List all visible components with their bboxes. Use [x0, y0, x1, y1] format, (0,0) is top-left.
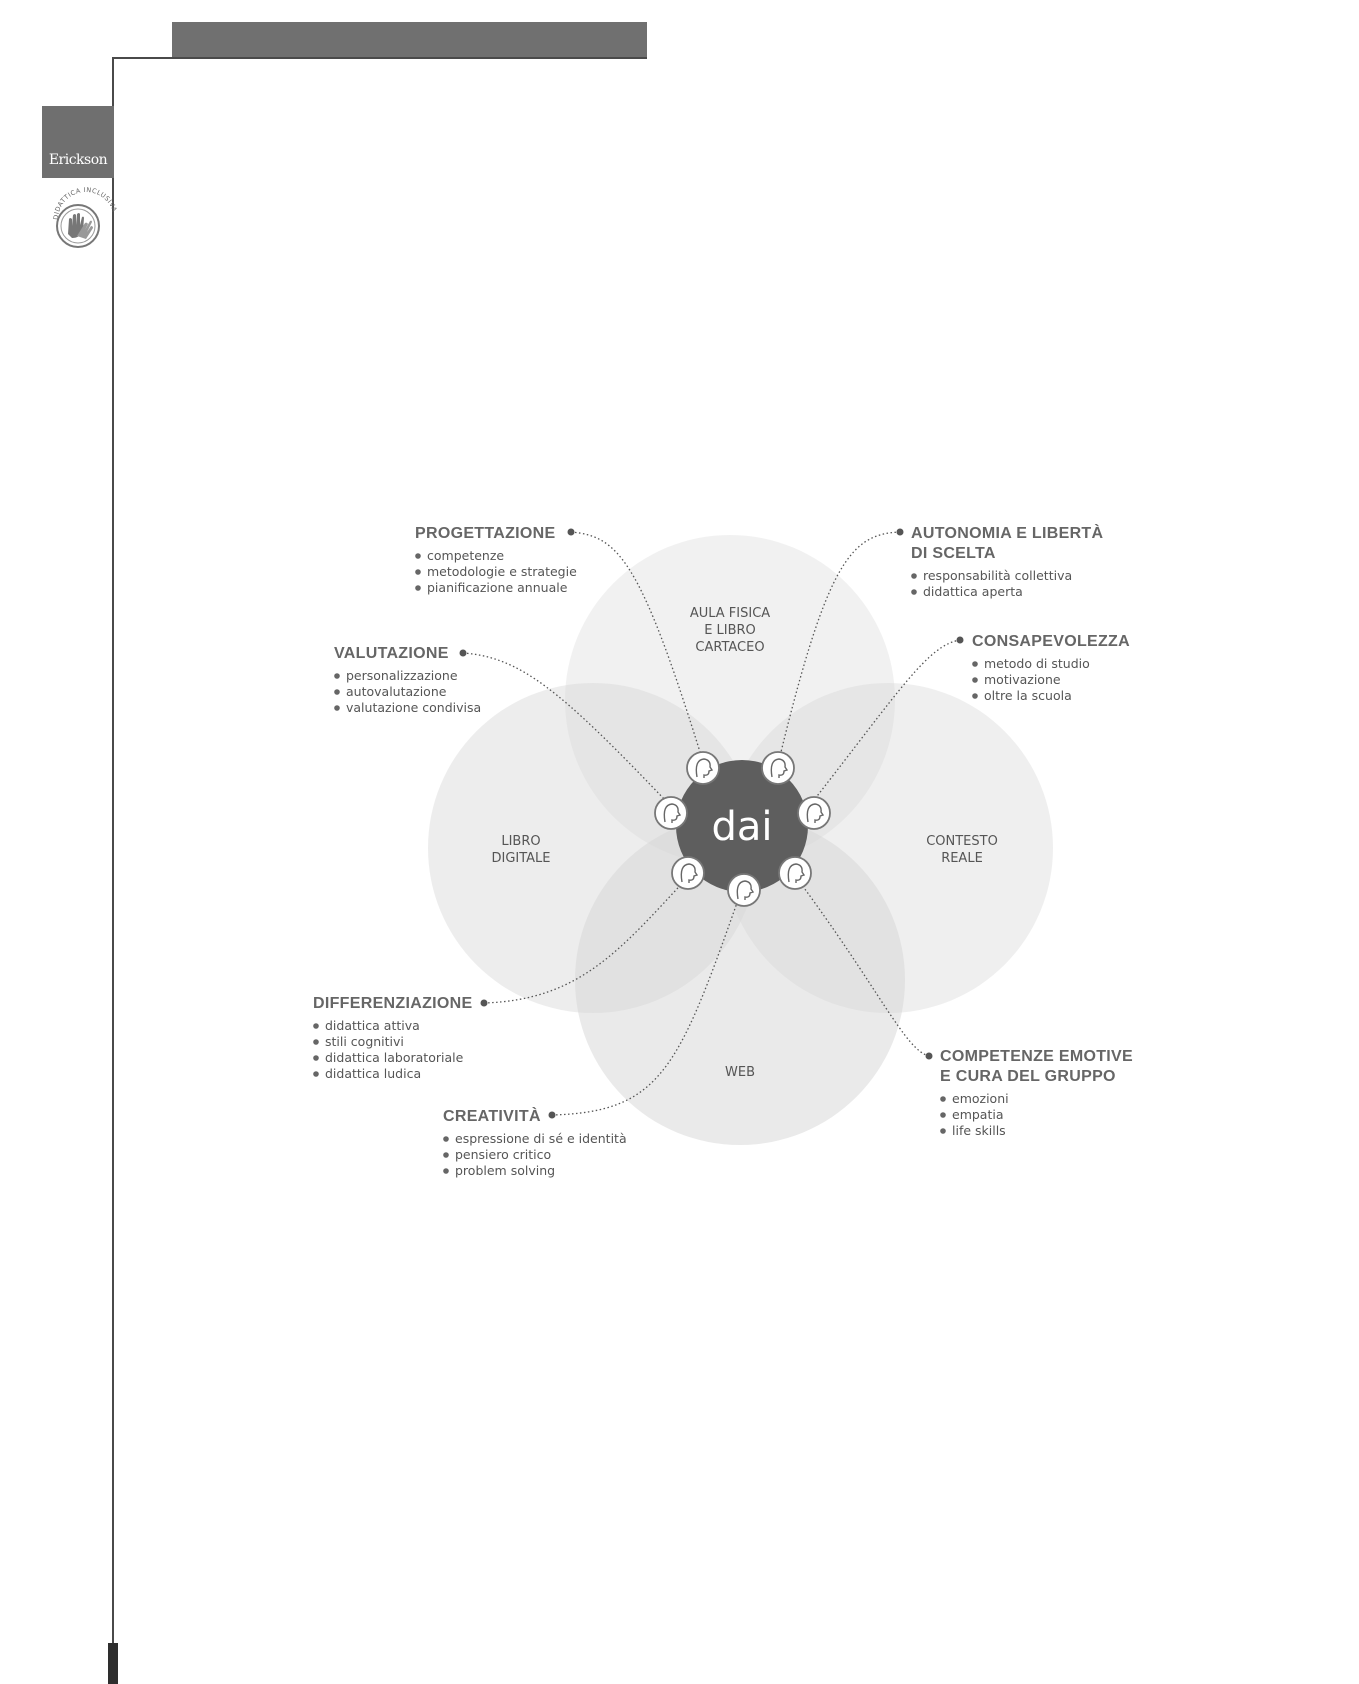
person-head-icon	[779, 857, 811, 889]
area-item: personalizzazione	[346, 668, 458, 683]
area-item: metodo di studio	[984, 656, 1090, 671]
area-item: autovalutazione	[346, 684, 447, 699]
circle-label-line: WEB	[725, 1065, 755, 1080]
area-title: PROGETTAZIONE	[415, 525, 556, 542]
person-head-icon	[762, 752, 794, 784]
area-competenze-emotive	[940, 1048, 1133, 1138]
circle-label-line: CARTACEO	[695, 640, 765, 655]
person-head-icon	[672, 857, 704, 889]
connector-dot-creativita	[549, 1112, 556, 1119]
area-item: responsabilità collettiva	[923, 568, 1073, 583]
bullet-icon	[415, 585, 421, 591]
bullet-icon	[940, 1096, 946, 1102]
area-item: valutazione condivisa	[346, 700, 482, 715]
person-head-icon	[655, 797, 687, 829]
area-item: motivazione	[984, 672, 1061, 687]
bullet-icon	[415, 569, 421, 575]
area-item: pianificazione annuale	[427, 580, 568, 595]
circle-label-bottom	[725, 1065, 755, 1080]
person-head-icon	[728, 874, 760, 906]
connector-dot-competenze-emotive	[926, 1053, 933, 1060]
connector-dot-valutazione	[460, 650, 467, 657]
person-head-icon	[798, 797, 830, 829]
bullet-icon	[940, 1112, 946, 1118]
bullet-icon	[443, 1136, 449, 1142]
bullet-icon	[911, 589, 917, 595]
area-title: E CURA DEL GRUPPO	[940, 1068, 1116, 1085]
bullet-icon	[313, 1023, 319, 1029]
area-item: stili cognitivi	[325, 1034, 404, 1049]
bullet-icon	[313, 1055, 319, 1061]
circle-label-line: AULA FISICA	[689, 606, 771, 621]
bullet-icon	[972, 677, 978, 683]
publisher-logo: Erickson	[48, 152, 108, 168]
area-differenziazione	[313, 995, 472, 1081]
circle-label-line: REALE	[941, 851, 983, 866]
area-item: espressione di sé e identità	[455, 1131, 627, 1146]
area-item: didattica aperta	[923, 584, 1023, 599]
area-item: oltre la scuola	[984, 688, 1072, 703]
connector-dot-differenziazione	[481, 1000, 488, 1007]
bullet-icon	[334, 689, 340, 695]
area-creativita	[443, 1106, 627, 1178]
bullet-icon	[972, 661, 978, 667]
area-item: competenze	[427, 548, 505, 563]
bullet-icon	[443, 1168, 449, 1174]
circle-label-line: CONTESTO	[926, 834, 998, 849]
area-autonomia	[911, 523, 1104, 599]
area-title: VALUTAZIONE	[334, 645, 449, 662]
stamp-label: DIDATTICA INCLUSIVA	[51, 185, 119, 221]
area-item: didattica ludica	[325, 1066, 422, 1081]
area-item: empatia	[952, 1107, 1004, 1122]
bullet-icon	[940, 1128, 946, 1134]
center-label: dai	[711, 804, 773, 850]
area-item: life skills	[952, 1123, 1006, 1138]
circle-label-line: DIGITALE	[491, 851, 551, 866]
area-valutazione	[334, 645, 481, 715]
connector-dot-autonomia	[897, 529, 904, 536]
area-title: DIFFERENZIAZIONE	[313, 995, 473, 1012]
bullet-icon	[911, 573, 917, 579]
bullet-icon	[443, 1152, 449, 1158]
area-item: didattica attiva	[325, 1018, 420, 1033]
connector-dot-progettazione	[568, 529, 575, 536]
bullet-icon	[334, 673, 340, 679]
area-item: problem solving	[455, 1163, 556, 1178]
bullet-icon	[334, 705, 340, 711]
bullet-icon	[415, 553, 421, 559]
connector-dot-consapevolezza	[957, 637, 964, 644]
area-title: CONSAPEVOLEZZA	[972, 633, 1130, 650]
area-title: CREATIVITÀ	[443, 1108, 541, 1125]
area-item: emozioni	[952, 1091, 1009, 1106]
area-title: DI SCELTA	[911, 545, 996, 562]
bullet-icon	[972, 693, 978, 699]
area-item: pensiero critico	[455, 1147, 552, 1162]
bullet-icon	[313, 1071, 319, 1077]
person-head-icon	[687, 752, 719, 784]
area-item: didattica laboratoriale	[325, 1050, 464, 1065]
circle-label-line: E LIBRO	[704, 623, 756, 638]
area-progettazione	[415, 525, 577, 595]
area-item: metodologie e strategie	[427, 564, 577, 579]
area-consapevolezza	[972, 633, 1130, 703]
area-title: COMPETENZE EMOTIVE	[940, 1048, 1133, 1065]
bullet-icon	[313, 1039, 319, 1045]
circle-label-line: LIBRO	[501, 834, 541, 849]
area-title: AUTONOMIA E LIBERTÀ	[911, 525, 1104, 542]
